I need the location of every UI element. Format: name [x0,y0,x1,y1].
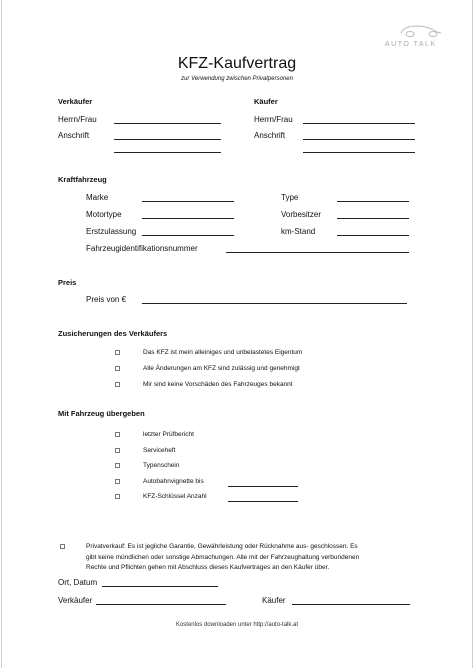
seller-address-line-2[interactable] [114,152,221,153]
page-border-right [472,0,473,668]
document-title: KFZ-Kaufvertrag [177,55,297,72]
seller-name-label: Herrn/Frau [58,115,97,124]
assurance-checkbox[interactable] [115,366,120,371]
logo-text: AUTO TALK [385,41,437,48]
assurances-heading: Zusicherungen des Verkäufers [58,329,168,338]
assurance-item: Das KFZ ist mein alleiniges und unbelastetes Eigentum [143,349,303,356]
vehicle-first-reg-line[interactable] [142,235,234,236]
document-subtitle: zur Verwendung zwischen Privatpersonen [181,76,293,82]
vehicle-prev-owner-line[interactable] [337,218,409,219]
handover-item: Typenschein [143,462,180,469]
vehicle-heading: Kraftfahrzeug [58,175,107,184]
vehicle-vin-line[interactable] [226,252,409,253]
private-sale-line-3: Rechte und Pflichten gehen mit Abschluss dieses Kaufvertrages an den Käufer über. [86,564,330,571]
buyer-name-line[interactable] [303,123,415,124]
handover-item: Autobahnvignette bis [143,478,204,485]
vignette-date-line[interactable] [228,486,298,487]
buyer-address-line-2[interactable] [303,152,415,153]
handover-item: Serviceheft [143,447,176,454]
price-line[interactable] [142,303,407,304]
vehicle-model-label: Motortype [86,210,122,219]
footer-note: Kostenlos downloaden unter http://auto-talk.at [175,622,299,628]
page-border-left [1,0,2,668]
buyer-signature-line[interactable] [292,604,410,605]
place-date-line[interactable] [102,586,218,587]
seller-heading: Verkäufer [58,97,93,106]
handover-checkbox[interactable] [115,494,120,499]
vehicle-vin-label: Fahrzeugidentifikationsnummer [86,244,198,253]
seller-address-label: Anschrift [58,131,90,140]
auto-talk-logo [393,20,449,40]
handover-checkbox[interactable] [115,463,120,468]
key-count-line[interactable] [228,501,298,502]
handover-item: letzter Prüfbericht [143,431,194,438]
handover-heading: Mit Fahrzeug übergeben [58,409,145,418]
vehicle-type-line[interactable] [337,201,409,202]
handover-checkbox[interactable] [115,432,120,437]
private-sale-line-1: Privatverkauf: Es ist jegliche Garantie, Gewährleistung oder Rücknahme aus- geschlossen. Es [86,543,358,550]
seller-signature-line[interactable] [96,604,226,605]
vehicle-km-line[interactable] [337,235,409,236]
vehicle-brand-label: Marke [86,193,109,202]
handover-item: KFZ-Schlüssel Anzahl [143,493,207,500]
place-date-label: Ort, Datum [58,578,98,587]
vehicle-brand-line[interactable] [142,201,234,202]
assurance-checkbox[interactable] [115,350,120,355]
seller-signature-label: Verkäufer [58,596,93,605]
buyer-heading: Käufer [254,97,278,106]
buyer-name-label: Herrn/Frau [254,115,293,124]
buyer-signature-label: Käufer [262,596,286,605]
handover-checkbox[interactable] [115,448,120,453]
handover-checkbox[interactable] [115,479,120,484]
buyer-address-line-1[interactable] [303,139,415,140]
vehicle-first-reg-label: Erstzulassung [86,227,137,236]
seller-address-line-1[interactable] [114,139,221,140]
private-sale-checkbox[interactable] [60,544,65,549]
vehicle-model-line[interactable] [142,218,234,219]
seller-name-line[interactable] [114,123,221,124]
price-label: Preis von € [86,295,127,304]
vehicle-km-label: km-Stand [281,227,316,236]
assurance-checkbox[interactable] [115,382,120,387]
price-heading: Preis [58,278,77,287]
vehicle-prev-owner-label: Vorbesitzer [281,210,322,219]
assurance-item: Alle Änderungen am KFZ sind zulässig und genehmigt [143,365,300,372]
car-icon [393,20,449,40]
vehicle-type-label: Type [281,193,299,202]
private-sale-line-2: gibt keine mündlichen oder sonstige Abmachungen. Alle mit der Fahrzeughaltung verbundenen [86,554,360,561]
buyer-address-label: Anschrift [254,131,286,140]
assurance-item: Mir sind keine Vorschäden des Fahrzeuges bekannt [143,381,293,388]
